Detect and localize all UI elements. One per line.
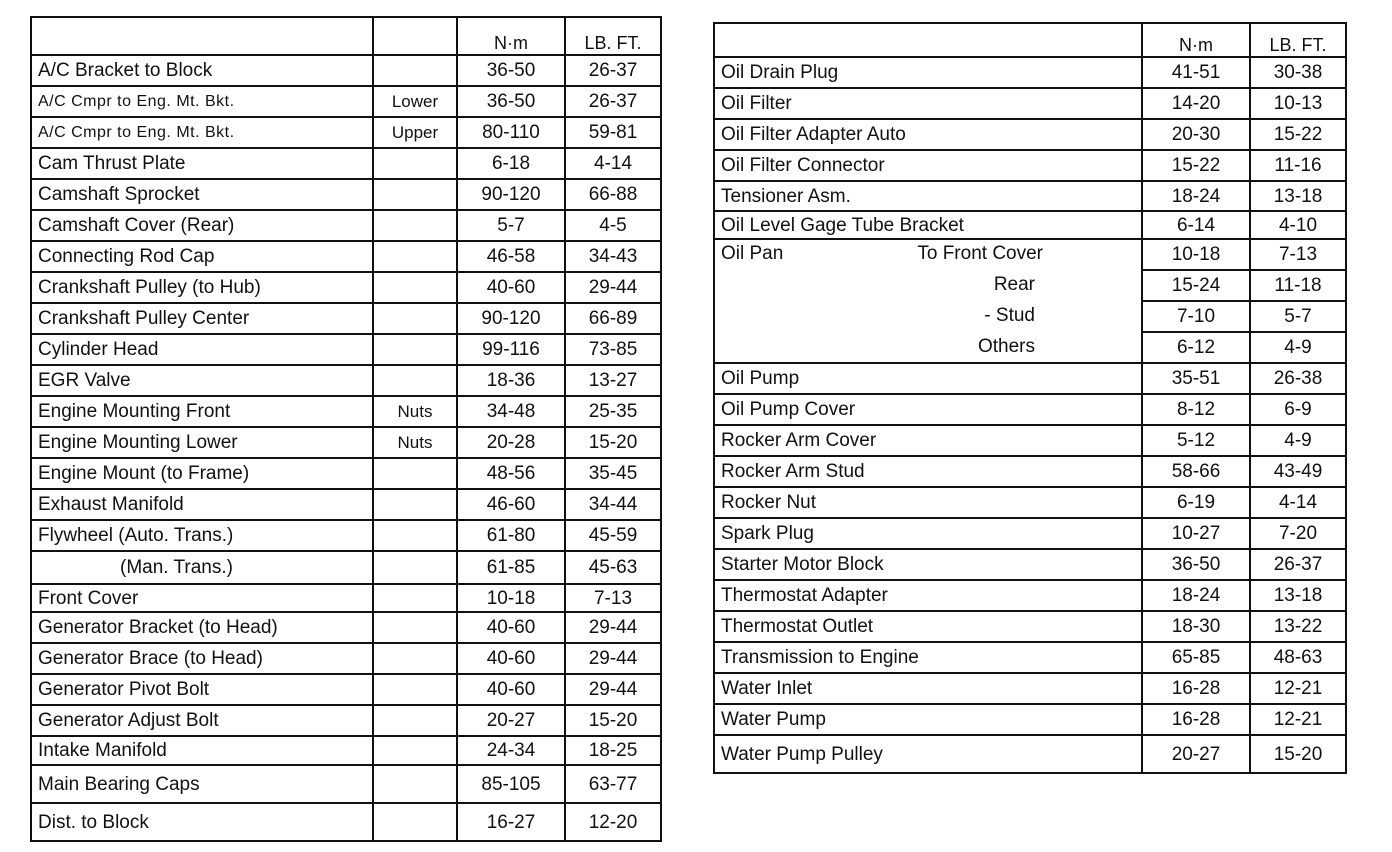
row-nm: 80-110 — [457, 117, 565, 148]
row-nm: 90-120 — [457, 179, 565, 210]
row-label: Flywheel (Auto. Trans.) — [31, 520, 373, 551]
oil-pan-sub-label: - Stud — [984, 305, 1035, 326]
table-row — [31, 520, 661, 551]
row-label: Generator Pivot Bolt — [31, 674, 373, 705]
row-qualifier: Lower — [373, 86, 457, 117]
table-row — [714, 150, 1346, 181]
row-lbft: 4-14 — [1250, 487, 1346, 518]
row-label: A/C Cmpr to Eng. Mt. Bkt. — [31, 117, 373, 148]
row-qualifier — [373, 612, 457, 643]
row-nm: 6-12 — [1142, 332, 1250, 363]
row-lbft: 18-25 — [565, 736, 661, 765]
row-nm: 6-14 — [1142, 211, 1250, 239]
row-lbft: 25-35 — [565, 396, 661, 427]
header-nm: N·m — [457, 17, 565, 55]
oil-pan-row — [714, 239, 1346, 270]
row-lbft: 4-14 — [565, 148, 661, 179]
oil-pan-sub-label: Rear — [993, 274, 1035, 295]
row-label: Spark Plug — [714, 518, 1142, 549]
row-nm: 10-18 — [1142, 239, 1250, 270]
row-lbft: 48-63 — [1250, 642, 1346, 673]
row-label: Rocker Arm Stud — [714, 456, 1142, 487]
row-label: Crankshaft Pulley (to Hub) — [31, 272, 373, 303]
row-label: Generator Bracket (to Head) — [31, 612, 373, 643]
row-lbft: 73-85 — [565, 334, 661, 365]
row-qualifier: Upper — [373, 117, 457, 148]
row-nm: 18-36 — [457, 365, 565, 396]
header-lbft: LB. FT. — [1250, 23, 1346, 57]
row-label: Oil Level Gage Tube Bracket — [714, 211, 1142, 239]
table-header-row — [31, 17, 661, 55]
row-label: Front Cover — [31, 584, 373, 612]
table-row — [31, 765, 661, 803]
row-nm: 6-19 — [1142, 487, 1250, 518]
table-row — [714, 363, 1346, 394]
table-row — [714, 57, 1346, 88]
header-lbft: LB. FT. — [565, 17, 661, 55]
row-nm: 20-27 — [457, 705, 565, 736]
row-nm: 61-85 — [457, 551, 565, 584]
row-label: Rocker Nut — [714, 487, 1142, 518]
row-qualifier — [373, 643, 457, 674]
row-lbft: 7-13 — [565, 584, 661, 612]
row-nm: 99-116 — [457, 334, 565, 365]
row-nm: 40-60 — [457, 612, 565, 643]
table-row — [31, 803, 661, 841]
row-label: Camshaft Sprocket — [31, 179, 373, 210]
row-qualifier — [373, 765, 457, 803]
row-label: Starter Motor Block — [714, 549, 1142, 580]
row-lbft: 29-44 — [565, 612, 661, 643]
row-lbft: 26-37 — [565, 86, 661, 117]
oil-pan-sub-label: Others — [977, 336, 1035, 357]
row-qualifier — [373, 272, 457, 303]
row-qualifier: Nuts — [373, 396, 457, 427]
row-nm: 16-27 — [457, 803, 565, 841]
row-qualifier — [373, 551, 457, 584]
row-lbft: 29-44 — [565, 272, 661, 303]
row-label: Cylinder Head — [31, 334, 373, 365]
row-lbft: 4-5 — [565, 210, 661, 241]
row-qualifier — [373, 674, 457, 705]
row-lbft: 7-20 — [1250, 518, 1346, 549]
table-row — [714, 487, 1346, 518]
table-row — [714, 181, 1346, 211]
table-row — [714, 580, 1346, 611]
table-row — [31, 179, 661, 210]
row-nm: 36-50 — [457, 55, 565, 86]
row-label: Transmission to Engine — [714, 642, 1142, 673]
row-nm: 10-18 — [457, 584, 565, 612]
row-nm: 8-12 — [1142, 394, 1250, 425]
header-label-cell — [31, 17, 373, 55]
row-lbft: 34-44 — [565, 489, 661, 520]
row-lbft: 13-18 — [1250, 181, 1346, 211]
table-row — [714, 704, 1346, 735]
row-label: Generator Adjust Bolt — [31, 705, 373, 736]
row-label: Oil Filter Adapter Auto — [714, 119, 1142, 150]
row-nm: 7-10 — [1142, 301, 1250, 332]
row-lbft: 30-38 — [1250, 57, 1346, 88]
table-row — [31, 612, 661, 643]
row-lbft: 15-20 — [1250, 735, 1346, 773]
row-nm: 15-24 — [1142, 270, 1250, 301]
table-row — [31, 427, 661, 458]
row-label: Camshaft Cover (Rear) — [31, 210, 373, 241]
header-nm: N·m — [1142, 23, 1250, 57]
row-lbft: 26-37 — [565, 55, 661, 86]
row-label: Oil Filter — [714, 88, 1142, 119]
table-row — [31, 210, 661, 241]
row-nm: 24-34 — [457, 736, 565, 765]
row-lbft: 43-49 — [1250, 456, 1346, 487]
row-nm: 40-60 — [457, 272, 565, 303]
torque-table-right — [713, 22, 1347, 774]
row-lbft: 7-13 — [1250, 239, 1346, 270]
row-lbft: 15-22 — [1250, 119, 1346, 150]
row-label: A/C Bracket to Block — [31, 55, 373, 86]
table-row — [31, 241, 661, 272]
row-label: Main Bearing Caps — [31, 765, 373, 803]
row-lbft: 29-44 — [565, 674, 661, 705]
table-row — [31, 584, 661, 612]
row-nm: 40-60 — [457, 674, 565, 705]
row-lbft: 34-43 — [565, 241, 661, 272]
table-row — [714, 119, 1346, 150]
row-qualifier — [373, 520, 457, 551]
table-row — [31, 705, 661, 736]
row-nm: 20-30 — [1142, 119, 1250, 150]
row-nm: 16-28 — [1142, 673, 1250, 704]
row-label: (Man. Trans.) — [31, 551, 373, 584]
row-qualifier — [373, 55, 457, 86]
row-lbft: 66-88 — [565, 179, 661, 210]
row-lbft: 11-16 — [1250, 150, 1346, 181]
row-lbft: 12-20 — [565, 803, 661, 841]
row-nm: 90-120 — [457, 303, 565, 334]
table-row — [31, 643, 661, 674]
row-label: A/C Cmpr to Eng. Mt. Bkt. — [31, 86, 373, 117]
row-label: Tensioner Asm. — [714, 181, 1142, 211]
row-qualifier — [373, 489, 457, 520]
table-header-row — [714, 23, 1346, 57]
row-label: Water Pump — [714, 704, 1142, 735]
table-row — [714, 456, 1346, 487]
row-nm: 48-56 — [457, 458, 565, 489]
row-nm: 14-20 — [1142, 88, 1250, 119]
table-row — [714, 673, 1346, 704]
row-nm: 15-22 — [1142, 150, 1250, 181]
row-nm: 36-50 — [1142, 549, 1250, 580]
table-row — [714, 549, 1346, 580]
header-qualifier-cell — [373, 17, 457, 55]
table-row — [714, 735, 1346, 773]
torque-table-left — [30, 16, 662, 842]
row-qualifier — [373, 241, 457, 272]
row-nm: 20-28 — [457, 427, 565, 458]
row-nm: 85-105 — [457, 765, 565, 803]
row-nm: 20-27 — [1142, 735, 1250, 773]
row-lbft: 12-21 — [1250, 704, 1346, 735]
row-label: Thermostat Adapter — [714, 580, 1142, 611]
row-nm: 10-27 — [1142, 518, 1250, 549]
row-label: Thermostat Outlet — [714, 611, 1142, 642]
oil-pan-cell — [714, 239, 1142, 363]
header-label-cell — [714, 23, 1142, 57]
row-label: Water Inlet — [714, 673, 1142, 704]
row-qualifier — [373, 458, 457, 489]
row-nm: 18-24 — [1142, 181, 1250, 211]
table-row — [714, 88, 1346, 119]
row-label: Oil Pump — [714, 363, 1142, 394]
row-lbft: 6-9 — [1250, 394, 1346, 425]
row-nm: 16-28 — [1142, 704, 1250, 735]
row-lbft: 5-7 — [1250, 301, 1346, 332]
row-lbft: 35-45 — [565, 458, 661, 489]
row-lbft: 26-37 — [1250, 549, 1346, 580]
table-row — [31, 117, 661, 148]
row-lbft: 13-18 — [1250, 580, 1346, 611]
row-nm: 35-51 — [1142, 363, 1250, 394]
row-qualifier — [373, 179, 457, 210]
row-label: Crankshaft Pulley Center — [31, 303, 373, 334]
table-row — [714, 611, 1346, 642]
row-lbft: 13-22 — [1250, 611, 1346, 642]
row-lbft: 29-44 — [565, 643, 661, 674]
table-row — [31, 551, 661, 584]
row-lbft: 4-9 — [1250, 425, 1346, 456]
table-row — [714, 211, 1346, 239]
row-lbft: 13-27 — [565, 365, 661, 396]
oil-pan-label: Oil Pan — [721, 243, 784, 264]
row-label: Oil Pump Cover — [714, 394, 1142, 425]
row-nm: 46-58 — [457, 241, 565, 272]
row-lbft: 15-20 — [565, 427, 661, 458]
table-row — [714, 394, 1346, 425]
row-lbft: 10-13 — [1250, 88, 1346, 119]
row-nm: 36-50 — [457, 86, 565, 117]
table-row — [31, 86, 661, 117]
row-qualifier: Nuts — [373, 427, 457, 458]
row-lbft: 45-59 — [565, 520, 661, 551]
row-nm: 61-80 — [457, 520, 565, 551]
row-label: Engine Mounting Lower — [31, 427, 373, 458]
row-nm: 40-60 — [457, 643, 565, 674]
row-lbft: 66-89 — [565, 303, 661, 334]
oil-pan-sub-label: To Front Cover — [917, 243, 1043, 264]
table-row — [31, 396, 661, 427]
row-qualifier — [373, 705, 457, 736]
row-nm: 58-66 — [1142, 456, 1250, 487]
row-lbft: 26-38 — [1250, 363, 1346, 394]
row-qualifier — [373, 365, 457, 396]
row-nm: 5-12 — [1142, 425, 1250, 456]
row-label: Intake Manifold — [31, 736, 373, 765]
row-qualifier — [373, 303, 457, 334]
row-lbft: 11-18 — [1250, 270, 1346, 301]
row-nm: 41-51 — [1142, 57, 1250, 88]
table-row — [31, 303, 661, 334]
row-lbft: 63-77 — [565, 765, 661, 803]
row-label: Water Pump Pulley — [714, 735, 1142, 773]
row-label: Dist. to Block — [31, 803, 373, 841]
table-row — [31, 365, 661, 396]
row-nm: 34-48 — [457, 396, 565, 427]
row-label: Engine Mount (to Frame) — [31, 458, 373, 489]
oil-pan-line — [721, 244, 1135, 263]
table-row — [31, 458, 661, 489]
row-label: Rocker Arm Cover — [714, 425, 1142, 456]
table-row — [31, 736, 661, 765]
row-label: Connecting Rod Cap — [31, 241, 373, 272]
row-label: Generator Brace (to Head) — [31, 643, 373, 674]
row-qualifier — [373, 736, 457, 765]
row-lbft: 15-20 — [565, 705, 661, 736]
table-row — [31, 489, 661, 520]
row-qualifier — [373, 210, 457, 241]
row-nm: 18-24 — [1142, 580, 1250, 611]
row-label: EGR Valve — [31, 365, 373, 396]
row-label: Cam Thrust Plate — [31, 148, 373, 179]
row-lbft: 12-21 — [1250, 673, 1346, 704]
table-row — [714, 642, 1346, 673]
row-qualifier — [373, 584, 457, 612]
table-row — [31, 148, 661, 179]
row-label: Engine Mounting Front — [31, 396, 373, 427]
row-label: Oil Drain Plug — [714, 57, 1142, 88]
row-lbft: 4-10 — [1250, 211, 1346, 239]
row-nm: 18-30 — [1142, 611, 1250, 642]
table-row — [31, 674, 661, 705]
row-lbft: 45-63 — [565, 551, 661, 584]
row-qualifier — [373, 334, 457, 365]
row-qualifier — [373, 148, 457, 179]
table-row — [31, 334, 661, 365]
row-nm: 5-7 — [457, 210, 565, 241]
row-nm: 65-85 — [1142, 642, 1250, 673]
row-lbft: 59-81 — [565, 117, 661, 148]
row-label: Oil Filter Connector — [714, 150, 1142, 181]
table-row — [714, 425, 1346, 456]
table-row — [31, 272, 661, 303]
table-row — [31, 55, 661, 86]
row-lbft: 4-9 — [1250, 332, 1346, 363]
row-nm: 46-60 — [457, 489, 565, 520]
table-row — [714, 518, 1346, 549]
row-nm: 6-18 — [457, 148, 565, 179]
row-qualifier — [373, 803, 457, 841]
row-label: Exhaust Manifold — [31, 489, 373, 520]
